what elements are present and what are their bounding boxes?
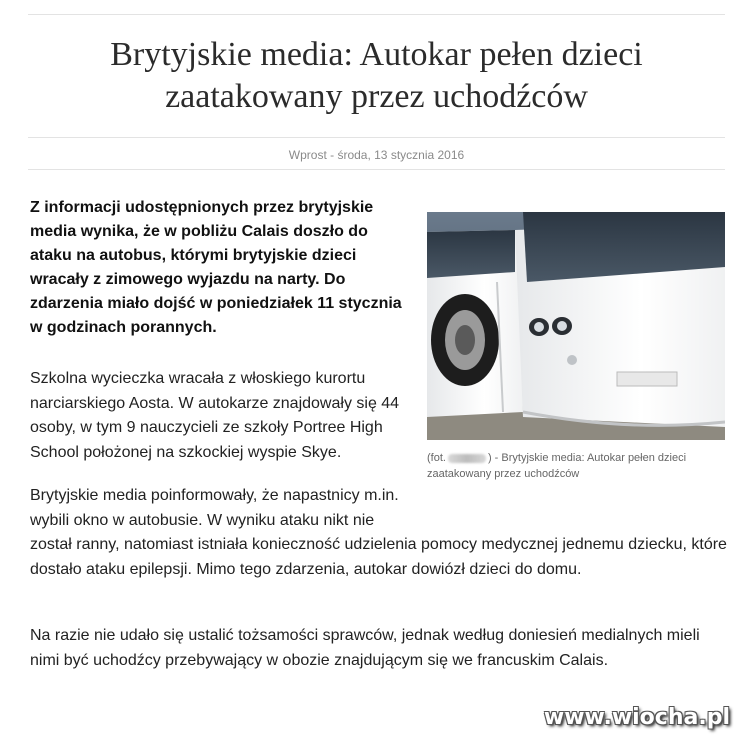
- article-paragraph-3: Na razie nie udało się ustalić tożsamości sprawców, jednak według doniesień medialnych mieli nimi być uchodźcy przebywający w obozie znajdującym się we francuskim Calais.: [30, 627, 700, 669]
- article-paragraph-2: [30, 484, 730, 582]
- caption-prefix: (fot.: [427, 452, 446, 464]
- bus-photo[interactable]: [427, 212, 725, 440]
- bus-photo-icon: [427, 212, 725, 440]
- title-divider: [28, 137, 725, 138]
- article-meta: Wprost - środa, 13 stycznia 2016: [288, 148, 465, 162]
- article-paragraph-1: Szkolna wycieczka wracała z włoskiego kurortu narciarskiego Aosta. W autokarze znajdowały się 44 osoby, w tym 9 nauczycieli ze szkoły Portree High School położonej na szkockiej wyspie Skye.: [30, 370, 400, 461]
- photo-caption: [427, 450, 725, 482]
- article-lead: Z informacji udostępnionych przez brytyjskie media wynika, że w pobliżu Calais doszło do ataku na autobus, którymi brytyjskie dzieci wracały z zimowego wyjazdu na narty. Do zdarzenia miało dojść w poniedziałek 11 stycznia w godzinach porannych.: [30, 199, 402, 336]
- meta-divider: [28, 169, 725, 170]
- article-title: Brytyjskie media: Autokar pełen dzieci zaatakowany przez uchodźców: [110, 36, 643, 115]
- paragraph-2-text: Brytyjskie media poinformowały, że napastnicy m.in. wybili okno w autobusie. W wyniku ataku nikt nie został ranny, natomiast istniała konieczność udzielenia pomocy medycznej jednemu dziecku, które dostało ataku epilepsji. Mimo tego zdarzenia, autokar dowiózł dzieci do domu.: [30, 487, 727, 578]
- site-watermark: www.wiocha.pl: [543, 705, 730, 730]
- caption-text: ) - Brytyjskie media: Autokar pełen dzieci zaatakowany przez uchodźców: [427, 452, 687, 480]
- blurred-credit: [448, 454, 486, 463]
- top-divider: [28, 14, 725, 15]
